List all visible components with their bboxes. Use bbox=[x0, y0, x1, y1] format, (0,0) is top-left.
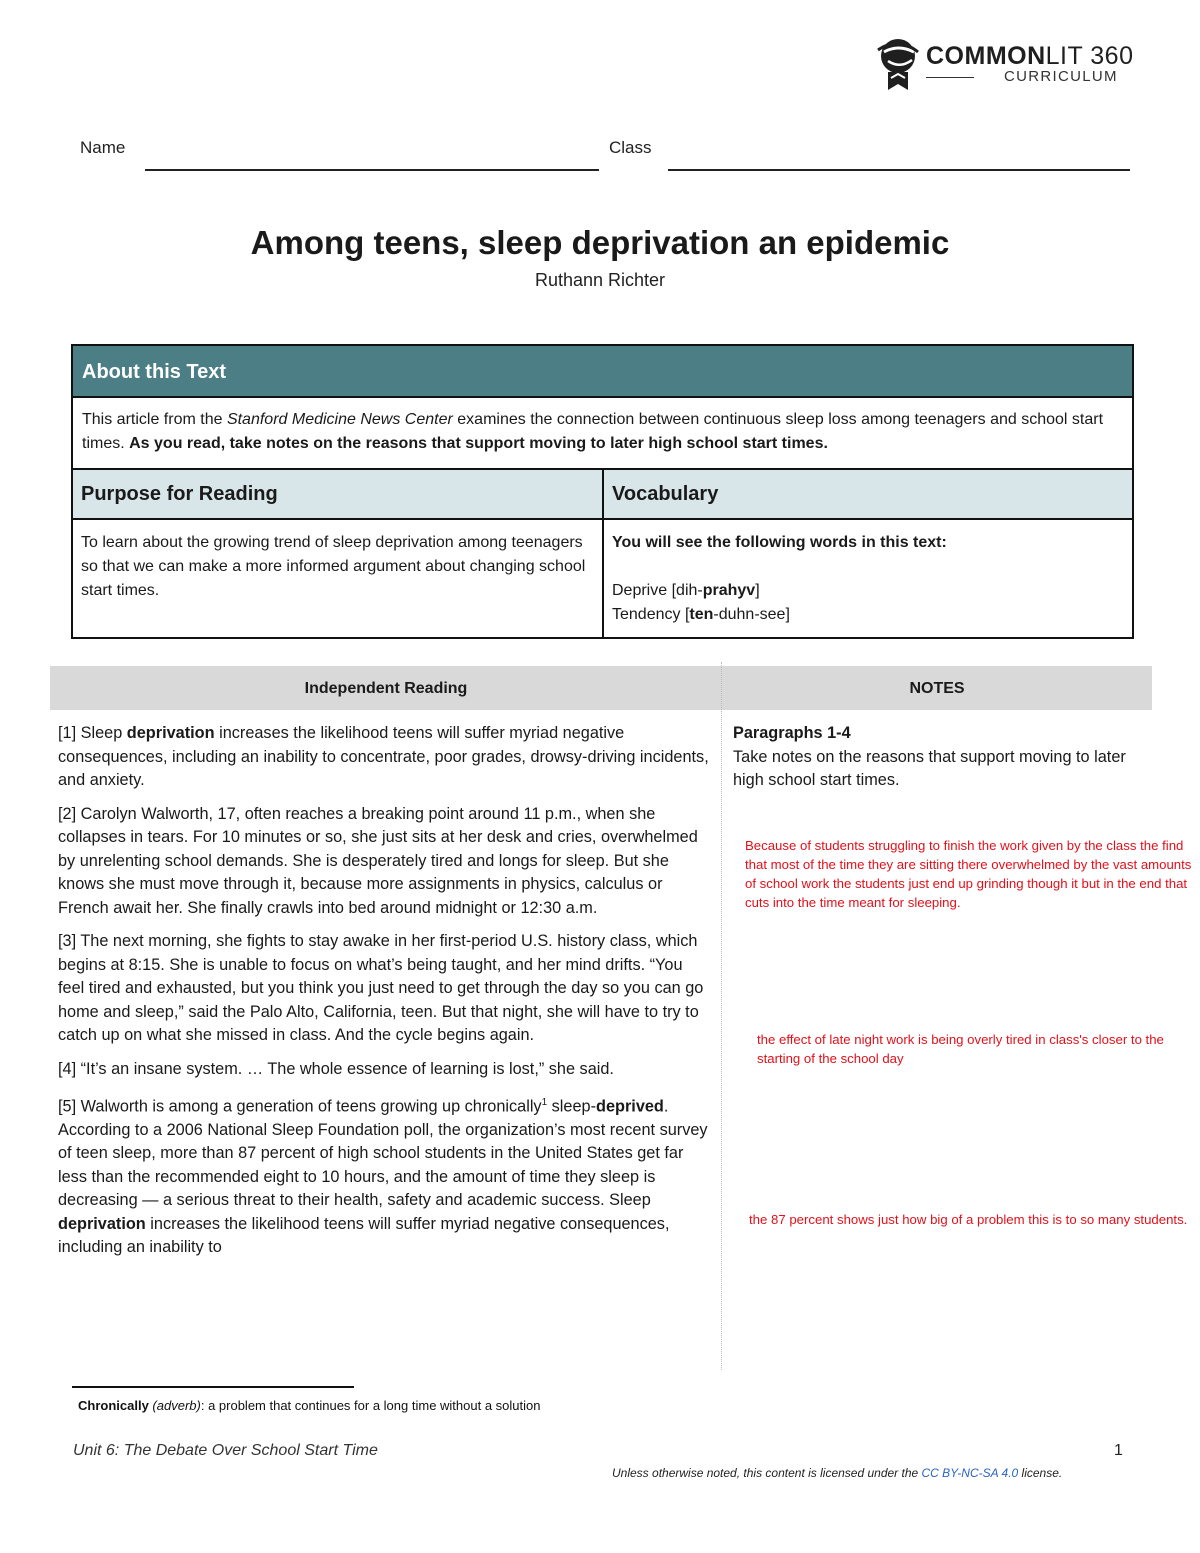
notes-column bbox=[733, 722, 1133, 793]
logo-rule bbox=[926, 77, 974, 78]
paragraph-2: [2] Carolyn Walworth, 17, often reaches a breaking point around 11 p.m., when she collapses in tears. For 10 minutes or so, she just sits at her desk and cries, overwhelmed by unrelenting school demands. She is desperately tired and longs for sleep. But she knows she must move through it, because more assignments in physics, calculus or French await her. She finally crawls into bed around midnight or 12:30 a.m. bbox=[58, 804, 698, 917]
vocabulary-intro: You will see the following words in this text: bbox=[612, 534, 947, 551]
vocabulary-heading: Vocabulary bbox=[604, 470, 1132, 520]
footnote-rule bbox=[72, 1386, 354, 1388]
author: Ruthann Richter bbox=[534, 270, 666, 290]
name-field[interactable] bbox=[145, 169, 599, 171]
footnote: Chronically (adverb): a problem that continues for a long time without a solution bbox=[78, 1398, 541, 1413]
unit-title: Unit 6: The Debate Over School Start Time bbox=[73, 1442, 378, 1459]
name-label: Name bbox=[80, 138, 126, 157]
student-note[interactable]: the effect of late night work is being overly tired in class's closer to the starting of the school day bbox=[757, 1032, 1164, 1066]
logo-wordmark: COMMONLIT 360 bbox=[926, 42, 1134, 70]
globe-ribbon-icon bbox=[876, 34, 920, 92]
vocab-item: Tendency [ten-duhn-see] bbox=[612, 606, 790, 623]
license-notice: Unless otherwise noted, this content is licensed under the CC BY-NC-SA 4.0 license. bbox=[612, 1466, 1063, 1480]
column-divider bbox=[721, 662, 722, 1370]
notes-instruction: Take notes on the reasons that support moving to later high school start times. bbox=[733, 747, 1126, 789]
paragraph-1: [1] Sleep deprivation increases the likelihood teens will suffer myriad negative consequences, including an inability to concentrate, poor grades, drowsy-driving incidents, and anxiety. bbox=[58, 724, 709, 789]
independent-reading-heading: Independent Reading bbox=[304, 680, 468, 697]
page-title: Among teens, sleep deprivation an epidemic bbox=[250, 224, 950, 261]
about-description: This article from the Stanford Medicine News Center examines the connection between continuous sleep loss among teenagers and school start times. As you read, take notes on the reasons that support moving to later high school start times. bbox=[73, 398, 1132, 470]
vocab-item: Deprive [dih-prahyv] bbox=[612, 582, 760, 599]
about-heading: About this Text bbox=[73, 346, 1132, 398]
paragraph-3: [3] The next morning, she fights to stay awake in her first-period U.S. history class, which begins at 8:15. She is unable to focus on what’s being taught, and her mind drifts. “You feel tired and exhausted, but you think you just need to get through the day so you can go home and sleep,” said the Palo Alto, California, teen. But that night, she will have to try to catch up on what she missed in class. And the cycle begins again. bbox=[58, 932, 704, 1044]
purpose-heading: Purpose for Reading bbox=[73, 470, 602, 520]
license-link[interactable]: CC BY-NC-SA 4.0 bbox=[921, 1466, 1019, 1480]
page-number: 1 bbox=[1114, 1442, 1123, 1459]
notes-section-heading: Paragraphs 1-4 bbox=[733, 724, 851, 742]
reading-header-bar bbox=[50, 666, 1152, 710]
paragraph-5: [5] Walworth is among a generation of teens growing up chronically$^1$ sleep-deprived. According to a 2006 National Sleep Foundation poll, the organization’s most recent survey of teen sleep, more than 87 percent of high school students in the United States get far less than the recommended eight to 10 hours, and the amount of time they sleep is decreasing — a serious threat to their health, safety and academic success. Sleep deprivation increases the likelihood teens will suffer myriad negative consequences, including an inability to bbox=[58, 1097, 708, 1257]
purpose-text: To learn about the growing trend of sleep deprivation among teenagers so that we can make a more informed argument about changing school start times. bbox=[81, 534, 586, 599]
student-note[interactable]: Because of students struggling to finish the work given by the class the find that most of the time they are sitting there overwhelmed by the vast amounts of school work the students just end up grinding though it but in the end that cuts into the time meant for sleeping. bbox=[745, 838, 1192, 910]
class-label: Class bbox=[609, 138, 652, 157]
student-note[interactable]: the 87 percent shows just how big of a problem this is to so many students. bbox=[749, 1212, 1188, 1227]
class-field[interactable] bbox=[668, 169, 1130, 171]
reading-passage bbox=[58, 722, 712, 1270]
vocabulary-list bbox=[604, 520, 1132, 637]
notes-heading: NOTES bbox=[909, 680, 965, 697]
about-text-table bbox=[71, 344, 1134, 639]
commonlit-logo bbox=[876, 34, 1136, 94]
paragraph-4: [4] “It’s an insane system. … The whole essence of learning is lost,” she said. bbox=[58, 1059, 614, 1078]
logo-subtitle: CURRICULUM bbox=[1004, 68, 1118, 85]
